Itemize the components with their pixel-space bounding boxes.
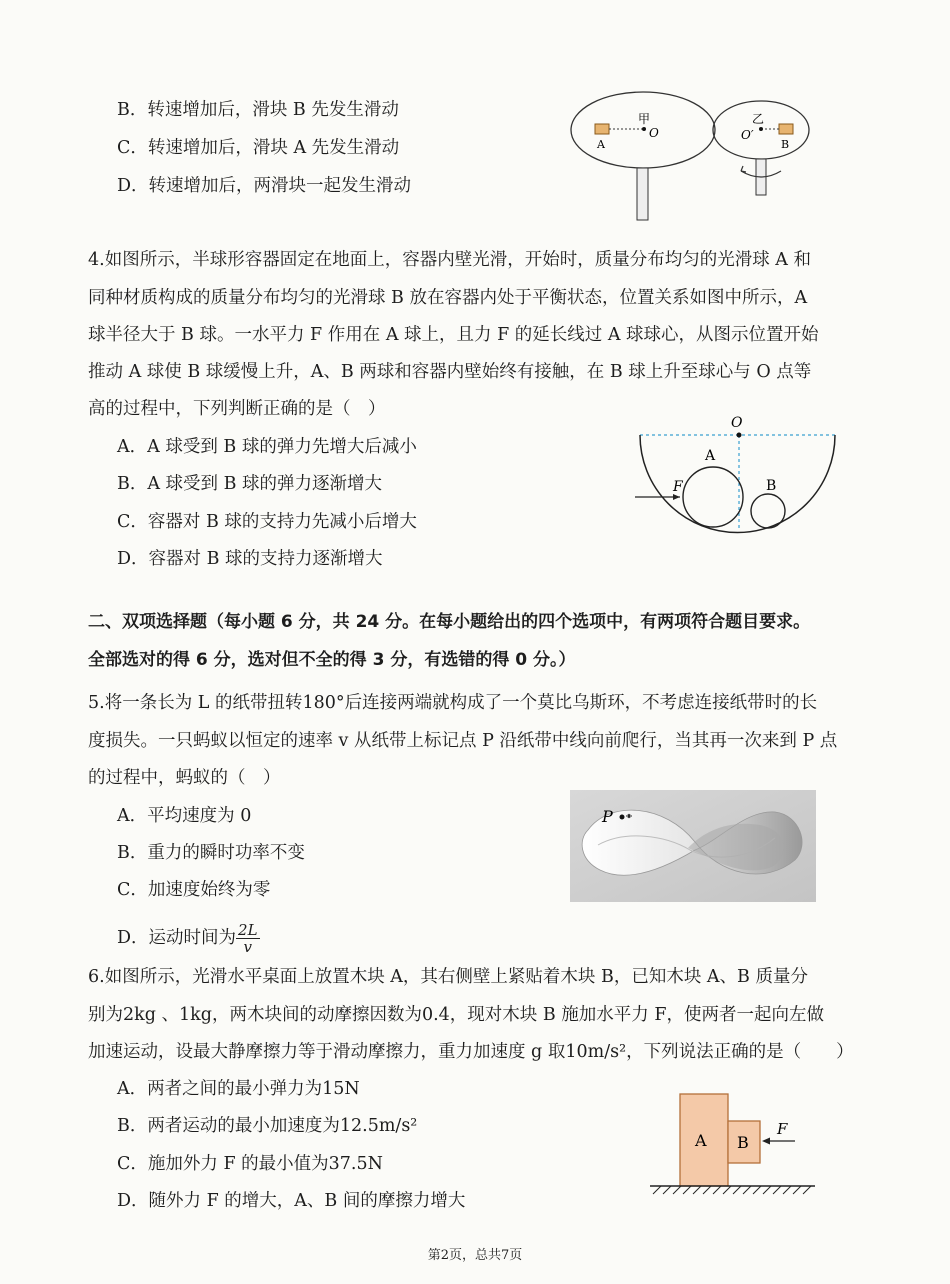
q4-option-c: C．容器对 B 球的支持力先减小后增大 bbox=[117, 512, 417, 532]
q5-time-fraction bbox=[236, 922, 260, 955]
q4-option-a: A．A 球受到 B 球的弹力先增大后减小 bbox=[117, 437, 417, 457]
q6-option-b: B．两者运动的最小加速度为12.5m/s² bbox=[117, 1116, 418, 1136]
q6-blocks-figure bbox=[645, 1088, 820, 1198]
page-footer: 第2页，总共7页 bbox=[427, 1248, 523, 1263]
q5-mobius-figure bbox=[570, 790, 816, 902]
q3-label-o2: O′ bbox=[741, 128, 754, 142]
q5-option-c: C．加速度始终为零 bbox=[117, 880, 271, 900]
q3-label-b: B bbox=[781, 138, 790, 151]
q4-line-2: 同种材质构成的质量分布均匀的光滑球 B 放在容器内处于平衡状态，位置关系如图中所示，A bbox=[88, 288, 808, 308]
q6-line-1: 6.如图所示，光滑水平桌面上放置木块 A，其右侧壁上紧贴着木块 B，已知木块 A、B 质量分 bbox=[88, 967, 808, 987]
q6-label-a: A bbox=[695, 1131, 707, 1150]
fraction-denominator: v bbox=[243, 938, 253, 956]
fraction-numerator: 2L bbox=[238, 921, 258, 939]
q3-label-jia: 甲 bbox=[638, 112, 651, 126]
q4-bowl-figure bbox=[630, 412, 845, 537]
q5-line-3: 的过程中，蚂蚁的（ ） bbox=[88, 768, 281, 788]
q6-label-b: B bbox=[737, 1133, 749, 1152]
section2-heading-line2: 全部选对的得 6 分，选对但不全的得 3 分，有选错的得 0 分。） bbox=[88, 650, 576, 670]
q4-label-f: F bbox=[673, 479, 683, 495]
q4-option-d: D．容器对 B 球的支持力逐渐增大 bbox=[117, 549, 383, 569]
q4-line-1: 4.如图所示，半球形容器固定在地面上，容器内壁光滑，开始时，质量分布均匀的光滑球 A 和 bbox=[88, 250, 811, 270]
q5-option-d-row bbox=[117, 922, 260, 955]
q6-line-2: 别为2kg 、1kg，两木块间的动摩擦因数为0.4，现对木块 B 施加水平力 F，使两者一起向左做 bbox=[88, 1005, 824, 1025]
q3-turntable-figure bbox=[565, 88, 815, 223]
q5-option-b: B．重力的瞬时功率不变 bbox=[117, 843, 305, 863]
q6-option-d: D．随外力 F 的增大，A、B 间的摩擦力增大 bbox=[117, 1191, 466, 1211]
q3-option-d: D．转速增加后，两滑块一起发生滑动 bbox=[117, 176, 412, 196]
q4-label-o: O bbox=[731, 415, 743, 431]
q3-option-b: B．转速增加后，滑块 B 先发生滑动 bbox=[117, 100, 399, 120]
q6-label-f: F bbox=[777, 1120, 788, 1138]
q4-label-a: A bbox=[705, 448, 716, 464]
q3-option-c: C．转速增加后，滑块 A 先发生滑动 bbox=[117, 138, 400, 158]
q4-line-5: 高的过程中，下列判断正确的是（ ） bbox=[88, 399, 386, 419]
q4-line-3: 球半径大于 B 球。一水平力 F 作用在 A 球上，且力 F 的延长线过 A 球球心，从图示位置开始 bbox=[88, 325, 819, 345]
q6-option-c: C．施加外力 F 的最小值为37.5N bbox=[117, 1154, 383, 1174]
q5-line-2: 度损失。一只蚂蚁以恒定的速率 v 从纸带上标记点 P 沿纸带中线向前爬行，当其再一次来到 P 点 bbox=[88, 731, 838, 751]
q5-label-p: P bbox=[602, 807, 613, 826]
q5-option-a: A．平均速度为 0 bbox=[117, 806, 252, 826]
q4-line-4: 推动 A 球使 B 球缓慢上升，A、B 两球和容器内壁始终有接触，在 B 球上升至球心与 O 点等 bbox=[88, 362, 812, 382]
q5-line-1: 5.将一条长为 L 的纸带扭转180°后连接两端就构成了一个莫比乌斯环，不考虑连接纸带时的长 bbox=[88, 693, 818, 713]
q3-label-o: O bbox=[649, 126, 659, 140]
q6-line-3: 加速运动，设最大静摩擦力等于滑动摩擦力，重力加速度 g 取10m/s²，下列说法正确的是（ ） bbox=[88, 1042, 854, 1062]
q4-label-b: B bbox=[766, 478, 777, 494]
q5-option-d: D．运动时间为 bbox=[117, 928, 237, 948]
q4-option-b: B．A 球受到 B 球的弹力逐渐增大 bbox=[117, 474, 383, 494]
q6-option-a: A．两者之间的最小弹力为15N bbox=[117, 1079, 360, 1099]
q3-label-a: A bbox=[597, 138, 605, 151]
section2-heading-line1: 二、双项选择题（每小题 6 分，共 24 分。在每小题给出的四个选项中，有两项符合题目要求。 bbox=[88, 612, 811, 632]
q3-label-yi: 乙 bbox=[752, 112, 765, 126]
